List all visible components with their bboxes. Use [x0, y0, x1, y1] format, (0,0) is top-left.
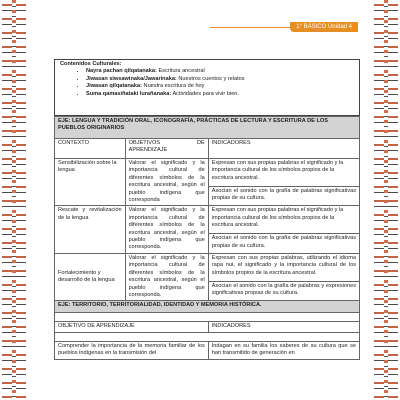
contenido-item: • Jiwasan qilqatanaka: Nuestra escritura de hoy: [86, 83, 354, 90]
objetivo-cell: Valorar el significado y la importancia cultural de diferentes símbolos de la escritura ancestral, según el pueblo indígena que corresponda.: [125, 206, 208, 253]
eje2-column-header-row: [55, 322, 360, 332]
table-row: [55, 253, 360, 281]
contenidos-title: Contenidos Culturales:: [60, 61, 122, 67]
unit-tab: 1° BÁSICO Unidad 4: [290, 22, 358, 32]
eje2-title: EJE: TERRITORIO, TERRITORIALIDAD, IDENTIDAD Y MEMORIA HISTÓRICA.: [55, 301, 360, 313]
eje1-title: EJE: LENGUA Y TRADICIÓN ORAL, ICONOGRAFÍA, PRÁCTICAS DE LECTURA Y ESCRITURA DE LOS PUEBLOS ORIGINARIOS: [55, 117, 360, 139]
contexto-cell: Fortalecimiento y desarrollo de la lengua: [55, 253, 126, 300]
contenidos-list: [60, 68, 354, 98]
eje1-header-row: [55, 117, 360, 139]
indicador-cell: Expresan con sus propias palabras el significado y la importancia cultural de los símbolos propios de la escritura ancestral.: [208, 159, 359, 187]
indicador-cell: Asocian el sonido con la grafía de palabras significativas propias de su cultura.: [208, 234, 359, 254]
contenido-item: • Jiwasan siwsawinaka/Jawarinaka: Nuestros cuentos y relatos: [86, 76, 354, 83]
col-contexto: CONTEXTO: [55, 139, 126, 159]
contexto-cell: Rescate y revitalización de la lengua: [55, 206, 126, 253]
right-decorative-border: [374, 0, 398, 400]
indicador-cell: Asocian el sonido con la grafía de palabras significativas propias de su cultura.: [208, 186, 359, 206]
col-objetivos: OBJETIVOS DE APRENDIZAJE: [125, 139, 208, 159]
spacer-row: [55, 332, 360, 341]
contexto-cell: Sensibilización sobre la lengua: [55, 159, 126, 206]
indicador-cell: Indagan en su familia los saberes de su cultura que se han transmitido de generación en: [208, 341, 359, 359]
col-objetivo-aprendizaje: OBJETIVO DE APRENDIZAJE: [55, 322, 209, 332]
contenidos-culturales-box: [54, 59, 360, 116]
contenido-item: • Suma qamasiñataki lurañanaka: Actividades para vivir bien.: [86, 91, 354, 98]
objetivo-cell: Comprender la importancia de la memoria familiar de los pueblos indígenas en la transmisión del: [55, 341, 209, 359]
indicador-cell: Expresan con sus propias palabras, utilizando el idioma rapa nui, el significado y la importancia cultural de los símbolos propios de la escritura ancestral.: [208, 253, 359, 281]
eje2-header-row: [55, 301, 360, 313]
table-row: [55, 159, 360, 187]
column-header-row: [55, 139, 360, 159]
objetivo-cell: Valorar el significado y la importancia cultural de diferentes símbolos de la escritura ancestral, según el pueblo indígena que corresponda.: [125, 253, 208, 300]
curriculum-table: [54, 116, 360, 360]
objetivo-cell: Valorar el significado y la importancia cultural de diferentes símbolos de la escritura ancestral, según el pueblo indígena que corresponda: [125, 159, 208, 206]
indicador-cell: Expresan con sus propias palabras el significado y la importancia cultural de los símbolos propios de la escritura ancestral.: [208, 206, 359, 234]
left-decorative-border: [2, 0, 26, 400]
table-row: [55, 341, 360, 359]
spacer-row: [55, 313, 360, 322]
indicador-cell: Asocian el sonido con la grafía de palabras y expresiones significativas propias de su cultura.: [208, 281, 359, 301]
col-indicadores-2: INDICADORES: [208, 322, 359, 332]
contenido-item: • Nayra pachan qilqatanaka: Escritura ancestral: [86, 68, 354, 75]
table-row: [55, 206, 360, 234]
col-indicadores: INDICADORES: [208, 139, 359, 159]
